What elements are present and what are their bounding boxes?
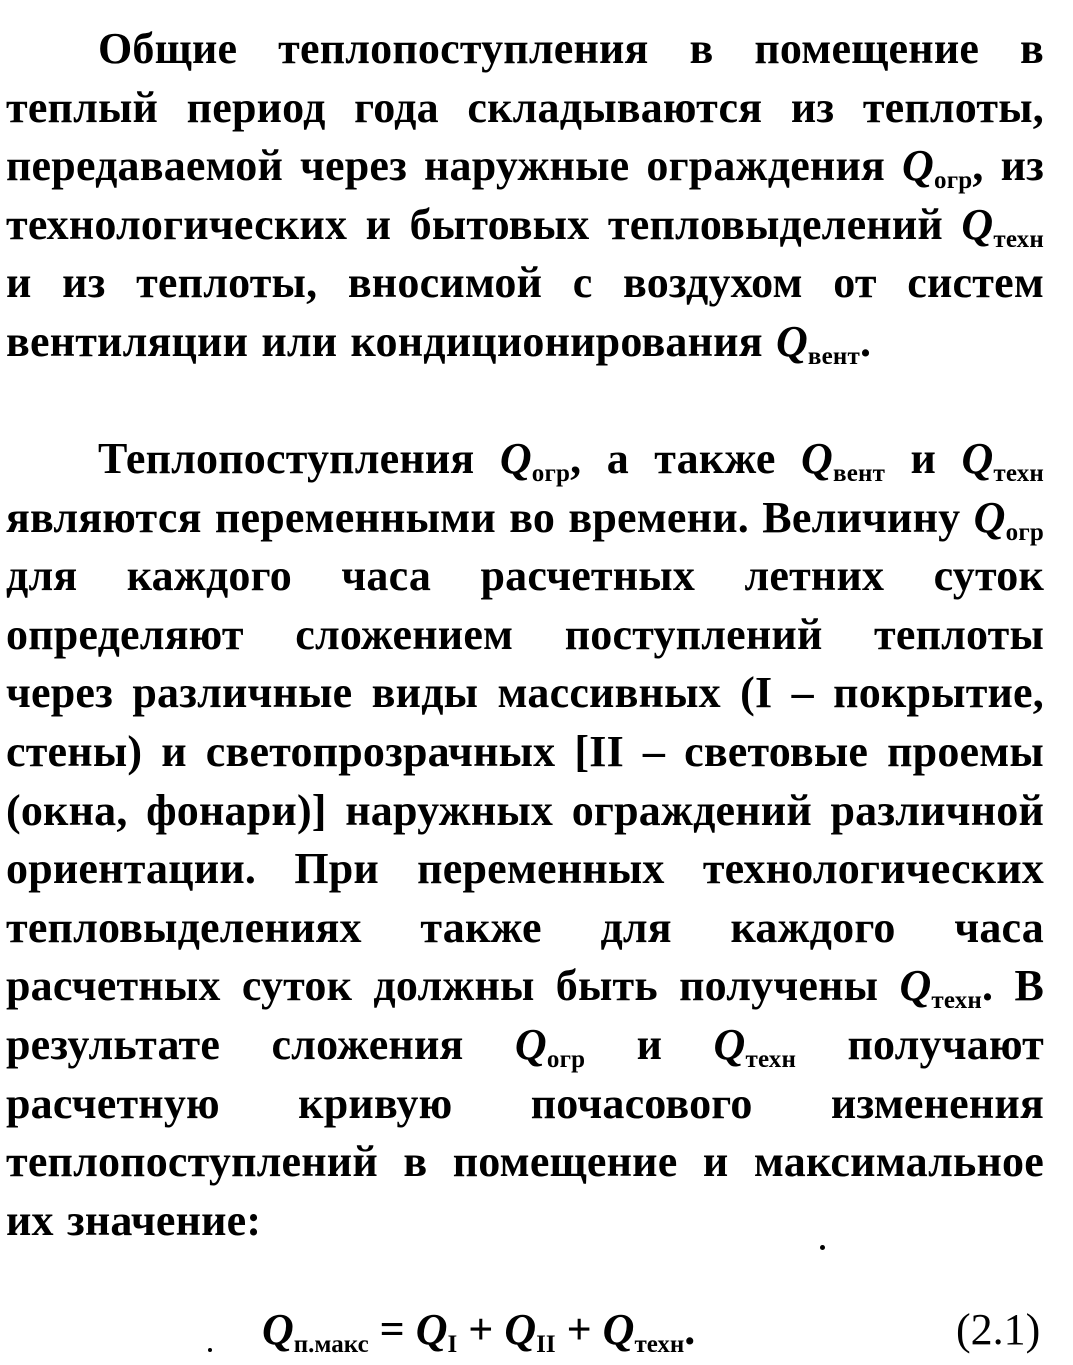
q-letter: Q [899,961,932,1011]
text-run: Общие теплопоступления в помещение в теплый период года складываются из теплоты, передаваемой через наружные ограждения [6,24,1044,191]
text-run: , из технологических и бытовых тепловыделений [6,141,1044,249]
q-subscript: вент [807,342,861,370]
text-run: Теплопоступления [98,434,500,483]
q-symbol [801,434,886,487]
text-run: являются переменными во времени. Величину [6,492,974,542]
text-run: , а также [570,434,802,483]
q-symbol [713,1019,797,1073]
q-letter: Q [504,1305,537,1354]
q-letter: Q [973,492,1006,542]
q-subscript: техн [931,987,983,1015]
q-symbol [504,1305,556,1358]
q-subscript: техн [634,1331,685,1358]
q-letter: Q [902,141,935,191]
q-symbol [262,1305,369,1358]
text-run: и из теплоты, вносимой с воздухом от систем вентиляции или кондиционирования [6,258,1044,366]
q-subscript: п.макс [293,1331,369,1358]
q-subscript: I [447,1331,458,1358]
q-subscript: техн [993,460,1045,487]
q-letter: Q [713,1019,746,1069]
q-symbol [973,492,1044,546]
q-subscript: огр [546,1045,586,1073]
q-symbol [775,316,861,370]
q-subscript: техн [745,1045,797,1073]
q-subscript: техн [993,225,1044,253]
q-symbol [499,434,571,487]
text-run: + [555,1305,603,1354]
text-run: + [457,1305,505,1354]
q-subscript: огр [531,460,571,487]
q-symbol [415,1305,458,1358]
q-letter: Q [775,316,808,366]
q-letter: Q [602,1305,635,1354]
q-subscript: II [536,1331,556,1358]
q-letter: Q [514,1019,547,1069]
q-letter: Q [262,1305,294,1354]
q-symbol [902,141,973,195]
text-run: . В результате сложения [6,961,1045,1069]
equation-formula [262,1300,695,1360]
paragraph-2 [6,430,1044,1250]
q-symbol [602,1305,685,1358]
q-letter: Q [961,199,994,249]
text-run: для каждого часа расчетных летних суток определяют сложением поступлений теплоты через различные виды массивных (I – покрытие, стены) и светопрозрачных [II – световые проемы (окна, фонари)] наружных ограждений различной ориентации. При переменных технологических тепловыделениях также для каждого часа расчетных суток должны быть получены [6,551,1044,1011]
q-subscript: огр [1005,518,1044,546]
q-symbol [961,434,1045,487]
q-subscript: огр [934,167,973,195]
q-symbol [899,961,983,1015]
text-run: и [885,434,962,483]
q-symbol [961,199,1044,253]
paragraph-1 [6,20,1044,372]
q-letter: Q [415,1305,448,1354]
equation-row [0,1300,1073,1360]
text-run: получают расчетную кривую почасового изменения теплопоступлений в помещение и максимальное их значение: [6,1019,1044,1245]
q-letter: Q [961,434,994,483]
scan-speck [820,1245,825,1250]
text-run: и [585,1019,714,1069]
q-subscript: вент [833,460,886,487]
text-run: . [860,316,872,366]
text-run: . [684,1305,696,1354]
q-letter: Q [499,434,532,483]
q-symbol [514,1019,586,1073]
q-letter: Q [801,434,834,483]
text-run: = [368,1305,416,1354]
equation-number: (2.1) [956,1305,1041,1354]
